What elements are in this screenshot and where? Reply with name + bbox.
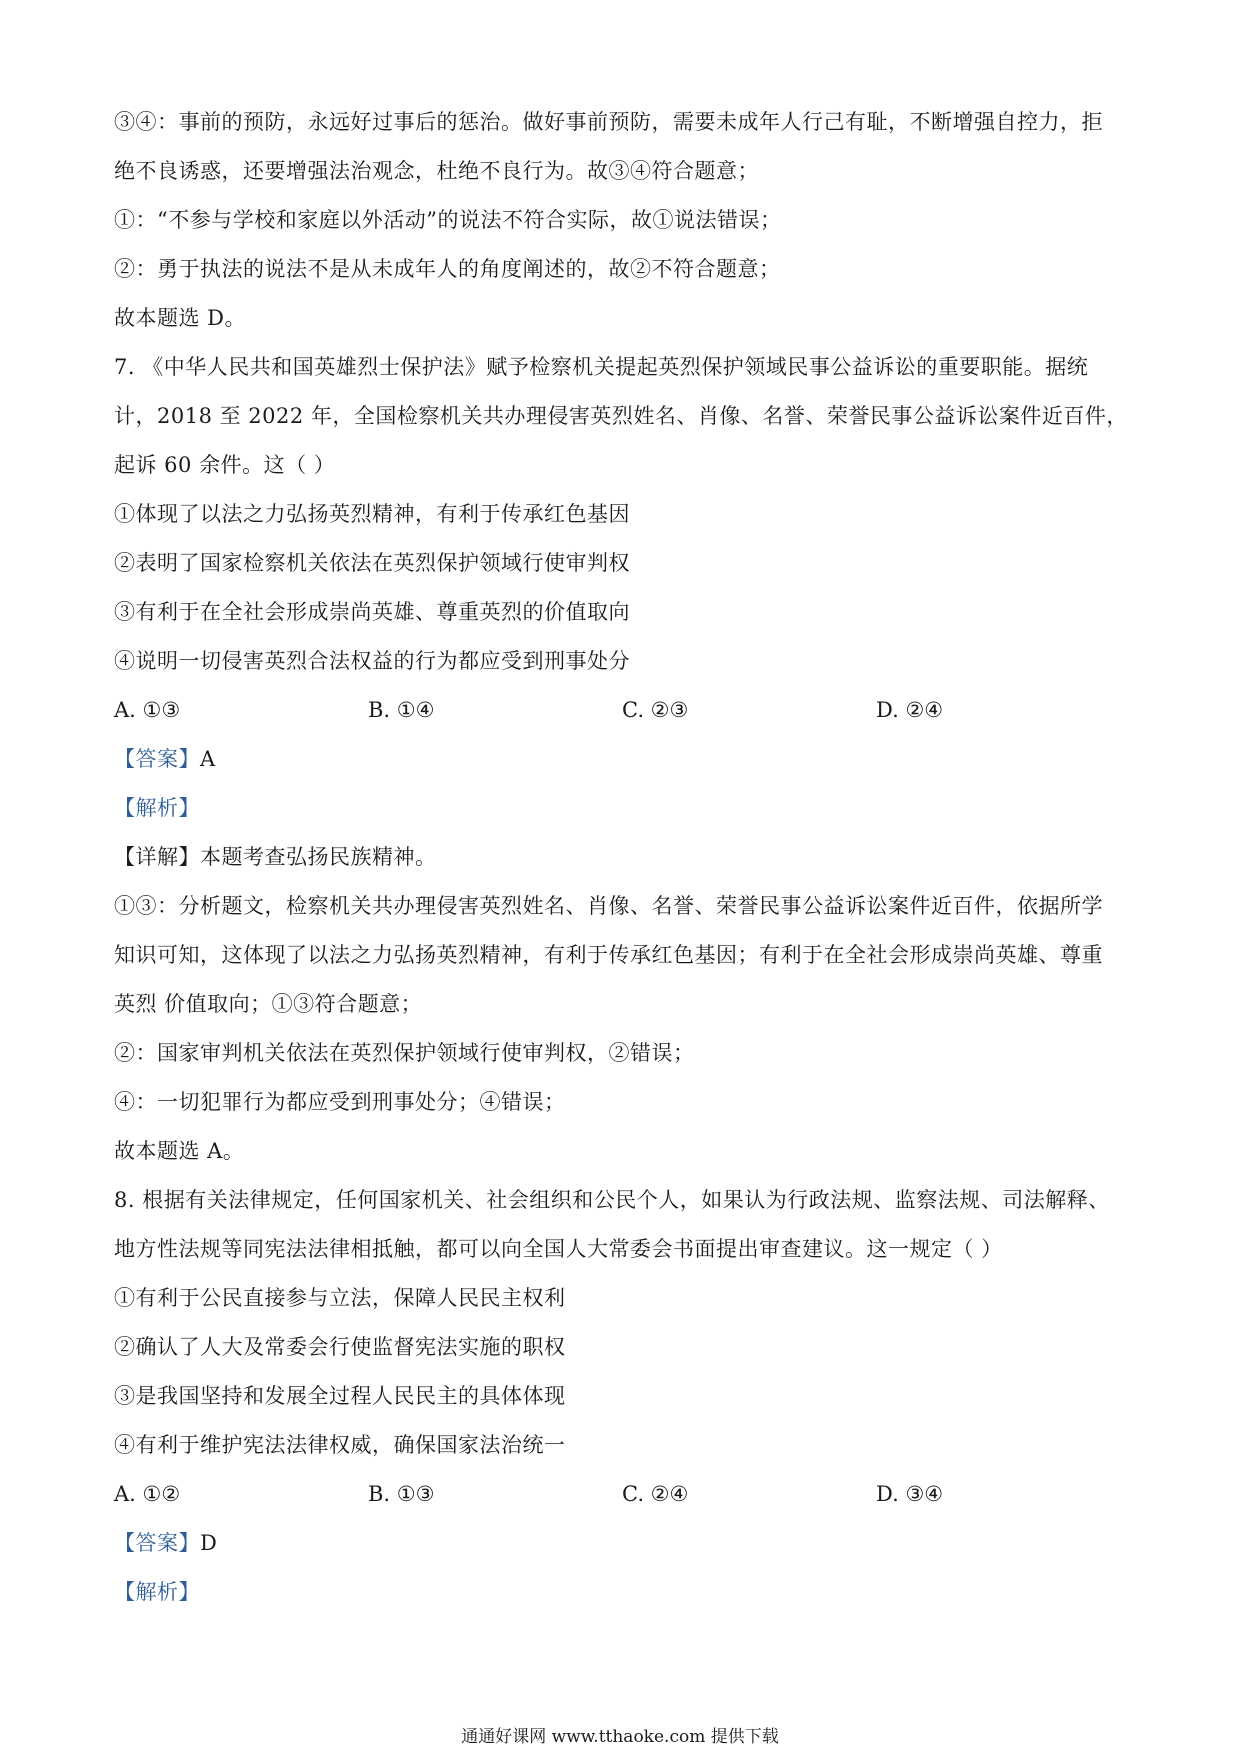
q8-analysis-heading xyxy=(114,1568,1124,1617)
text-line: 绝不良诱惑，还要增强法治观念，杜绝不良行为。故③④符合题意； xyxy=(114,159,759,183)
q7-explanation-line: 知识可知，这体现了以法之力弘扬英烈精神，有利于传承红色基因；有利于在全社会形成崇尚英雄、尊重 xyxy=(114,943,1103,967)
q7-option-d: D. ②④ xyxy=(876,698,944,722)
detail-label: 【详解】 xyxy=(114,845,200,869)
q7-explanation-line: ②：国家审判机关依法在英烈保护领域行使审判权，②错误； xyxy=(114,1041,695,1065)
q7-analysis-heading xyxy=(114,784,1124,833)
page-content xyxy=(114,98,1128,1617)
q7-explanation-line: ①③：分析题文，检察机关共办理侵害英烈姓名、肖像、名誉、荣誉民事公益诉讼案件近百件，依据所学 xyxy=(114,894,1103,918)
analysis-tag: 【解析】 xyxy=(114,796,200,820)
q7-explanation-line: ④：一切犯罪行为都应受到刑事处分；④错误； xyxy=(114,1090,566,1114)
q7-statement: ③有利于在全社会形成崇尚英雄、尊重英烈的价值取向 xyxy=(114,600,630,624)
q7-options xyxy=(114,686,1124,735)
q8-options xyxy=(114,1470,1124,1519)
q7-statement: ②表明了国家检察机关依法在英烈保护领域行使审判权 xyxy=(114,551,630,575)
q8-stem-line: 8. 根据有关法律规定，任何国家机关、社会组织和公民个人，如果认为行政法规、监察法规、司法解释、 xyxy=(114,1188,1110,1212)
q7-option-a: A. ①③ xyxy=(114,698,181,722)
q7-stem-line: 起诉 60 余件。这（ ） xyxy=(114,453,336,477)
q7-explanation-line: 英烈 价值取向；①③符合题意； xyxy=(114,992,423,1016)
q7-option-c: C. ②③ xyxy=(622,698,689,722)
q8-option-c: C. ②④ xyxy=(622,1482,689,1506)
q7-stem-line: 计，2018 至 2022 年，全国检察机关共办理侵害英烈姓名、肖像、名誉、荣誉民事公益诉讼案件近百件， xyxy=(114,404,1128,428)
q8-answer xyxy=(114,1519,1124,1568)
q8-statement: ①有利于公民直接参与立法，保障人民民主权利 xyxy=(114,1286,566,1310)
q8-statement: ④有利于维护宪法法律权威，确保国家法治统一 xyxy=(114,1433,566,1457)
q8-statement: ②确认了人大及常委会行使监督宪法实施的职权 xyxy=(114,1335,566,1359)
q7-detail xyxy=(114,833,1124,882)
text-line: ③④：事前的预防，永远好过事后的惩治。做好事前预防，需要未成年人行己有耻，不断增强自控力，拒 xyxy=(114,110,1103,134)
answer-tag: 【答案】 xyxy=(114,747,200,771)
analysis-tag: 【解析】 xyxy=(114,1580,200,1604)
q8-statement: ③是我国坚持和发展全过程人民民主的具体体现 xyxy=(114,1384,566,1408)
text-line: ①：“不参与学校和家庭以外活动”的说法不符合实际，故①说法错误； xyxy=(114,208,782,232)
q7-explanation-line: 故本题选 A。 xyxy=(114,1139,245,1163)
detail-text: 本题考查弘扬民族精神。 xyxy=(200,845,437,869)
q8-stem-line: 地方性法规等同宪法法律相抵触，都可以向全国人大常委会书面提出审查建议。这一规定（ ） xyxy=(114,1237,1003,1261)
q7-statement: ①体现了以法之力弘扬英烈精神，有利于传承红色基因 xyxy=(114,502,630,526)
q8-option-b: B. ①③ xyxy=(368,1482,435,1506)
text-line: ②：勇于执法的说法不是从未成年人的角度阐述的，故②不符合题意； xyxy=(114,257,781,281)
answer-value: A xyxy=(200,747,216,771)
q8-option-a: A. ①② xyxy=(114,1482,181,1506)
page-footer: 通通好课网 www.tthaoke.com 提供下载 xyxy=(461,1727,779,1747)
q8-option-d: D. ③④ xyxy=(876,1482,944,1506)
text-line: 故本题选 D。 xyxy=(114,306,247,330)
q7-option-b: B. ①④ xyxy=(368,698,435,722)
answer-value: D xyxy=(200,1531,218,1555)
q7-stem-line: 7. 《中华人民共和国英雄烈士保护法》赋予检察机关提起英烈保护领域民事公益诉讼的重要职能。据统 xyxy=(114,355,1089,379)
answer-tag: 【答案】 xyxy=(114,1531,200,1555)
q7-statement: ④说明一切侵害英烈合法权益的行为都应受到刑事处分 xyxy=(114,649,630,673)
q7-answer xyxy=(114,735,1124,784)
